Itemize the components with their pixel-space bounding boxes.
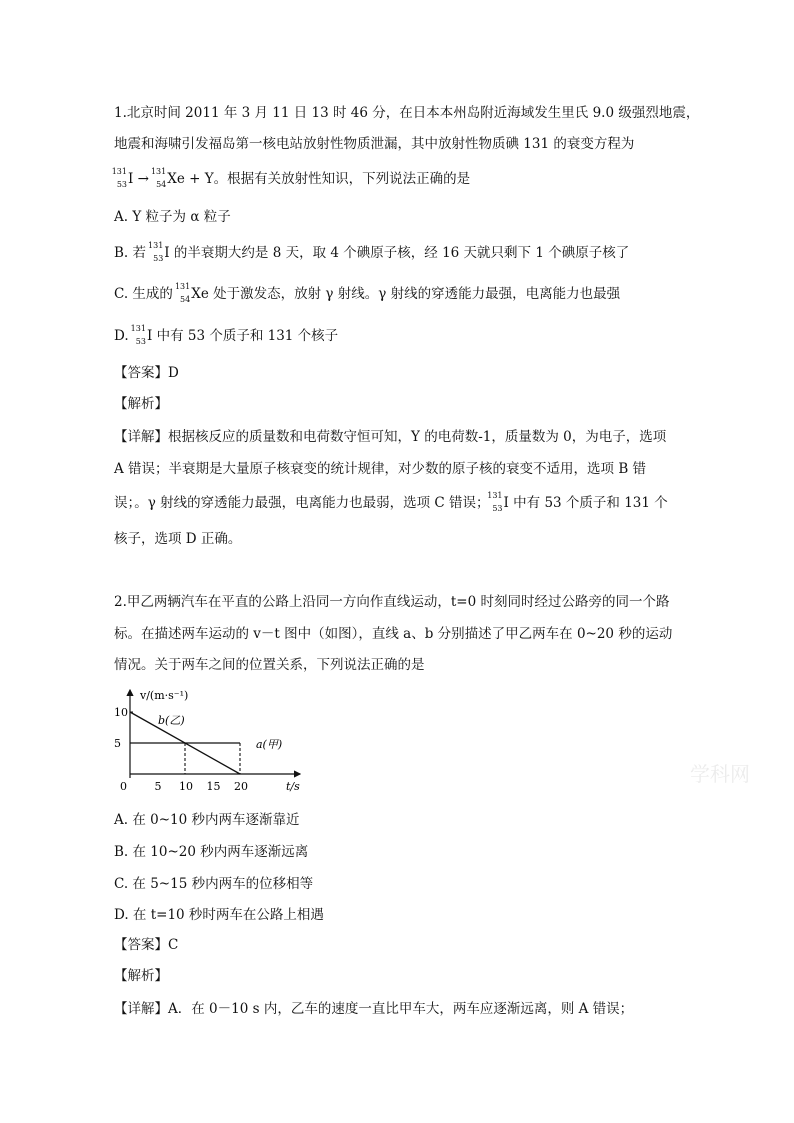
q2-detail-1: 【详解】A．在 0－10 s 内，乙车的速度一直比甲车大，两车应逐渐远离，则 A 错误；	[114, 1001, 634, 1017]
label-b: b(乙)	[158, 714, 185, 727]
watermark: 学科网	[690, 762, 750, 786]
q1-line2: 地震和海啸引发福岛第一核电站放射性物质泄漏，其中放射性物质碘 131 的衰变方程为	[114, 136, 635, 152]
q2-option-d: D. 在 t=10 秒时两车在公路上相遇	[114, 907, 324, 923]
q1-equation: 131 53 I → 131 54 Xe + Y。根据有关放射性知识，下列说法正确的是	[111, 167, 471, 189]
q2-option-b: B. 在 10~20 秒内两车逐渐远离	[114, 844, 309, 860]
q2-line2: 标。在描述两车运动的 v－t 图中（如图），直线 a、b 分别描述了甲乙两车在 0~20 秒的运动	[114, 626, 673, 642]
x-tick-label: 10	[179, 780, 193, 793]
q2-option-c: C. 在 5~15 秒内两车的位移相等	[114, 876, 314, 892]
q1-detail-3: 误；。γ 射线的穿透能力最强，电离能力也最弱，选项 C 错误； 131 53 I 中有 53 个质子和 131 个	[114, 491, 668, 513]
q1-detail-4: 核子，选项 D 正确。	[114, 531, 242, 547]
nuclide-xe: 131 54	[150, 167, 167, 189]
q2-analysis: 【解析】	[114, 968, 168, 984]
q1-option-d: D. 131 53 I 中有 53 个质子和 131 个核子	[114, 324, 339, 346]
q1-detail-2: A 错误；半衰期是大量原子核衰变的统计规律，对少数的原子核的衰变不适用，选项 B 错	[114, 461, 647, 477]
q2-line3: 情况。关于两车之间的位置关系，下列说法正确的是	[114, 657, 425, 673]
y-tick-label: 5	[114, 737, 121, 750]
q1-option-c: C. 生成的 131 54 Xe 处于激发态，放射 γ 射线。γ 射线的穿透能力最强，电离能力也最强	[114, 282, 621, 304]
q1-option-a: A. Y 粒子为 α 粒子	[114, 209, 231, 225]
q1-detail-1: 【详解】根据核反应的质量数和电荷数守恒可知，Y 的电荷数-1，质量数为 0，为电子，选项	[114, 429, 667, 445]
y-tick-label: 10	[114, 706, 128, 719]
q1-line1: 1.北京时间 2011 年 3 月 11 日 13 时 46 分，在日本本州岛附近海域发生里氏 9.0 级强烈地震，	[114, 105, 700, 121]
y-axis-label: v/(m·s⁻¹)	[140, 689, 189, 702]
q1-answer: 【答案】D	[114, 365, 179, 381]
x-tick-label: 5	[154, 780, 162, 793]
x-tick-label: 20	[234, 780, 248, 793]
q2-option-a: A. 在 0~10 秒内两车逐渐靠近	[114, 812, 300, 828]
q2-line1: 2.甲乙两辆汽车在平直的公路上沿同一方向作直线运动，t=0 时刻同时经过公路旁的同一个路	[114, 594, 670, 610]
q2-answer: 【答案】C	[114, 937, 179, 953]
origin-label: 0	[120, 780, 127, 793]
label-a: a(甲)	[256, 738, 283, 751]
nuclide-i: 131 53	[111, 167, 127, 189]
q1-analysis: 【解析】	[114, 396, 168, 412]
vt-graph	[110, 686, 310, 798]
x-tick-label: 15	[206, 780, 221, 793]
x-axis-label: t/s	[286, 780, 300, 793]
q1-option-b: B. 若 131 53 I 的半衰期大约是 8 天，取 4 个碘原子核，经 16 天就只剩下 1 个碘原子核了	[114, 241, 630, 263]
